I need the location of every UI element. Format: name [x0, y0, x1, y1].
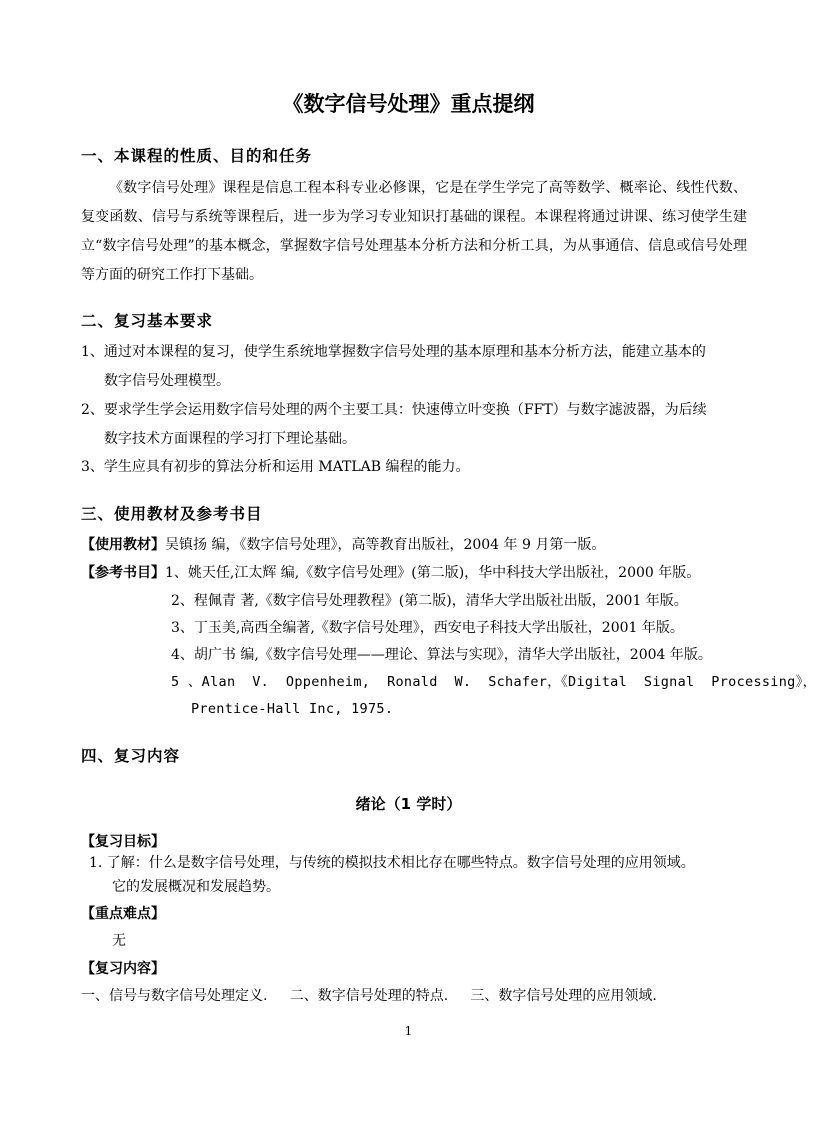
textbook-label: 【使用教材】	[81, 537, 165, 553]
section-1-paragraph: 《数字信号处理》课程是信息工程本科专业必修课，它是在学生学完了高等数学、概率论、线性代数、复变函数、信号与系统等课程后，进一步为学习专业知识打基础的课程。本课程将通过讲课、练习使学生建立“数字信号处理”的基本概念，掌握数字信号处理基本分析方法和分析工具，为从事通信、信息或信号处理等方面的研究工作打下基础。	[81, 180, 747, 283]
section-2-heading: 二、复习基本要求	[81, 312, 214, 330]
reference-5-line1: 5 、Alan V. Oppenheim, Ronald W. Schafer，《Digital Signal Processing》，	[171, 674, 817, 690]
chapter-title: 绪论（1 学时）	[355, 795, 462, 813]
review-content-text: 一、信号与数字信号处理定义. 二、数字信号处理的特点. 三、数字信号处理的应用领域.	[81, 988, 657, 1004]
references-label: 【参考书目】	[81, 565, 165, 581]
section-3-heading: 三、使用教材及参考书目	[81, 505, 263, 523]
review-content-label: 【复习内容】	[81, 961, 165, 977]
review-goal-line1: 1. 了解：什么是数字信号处理，与传统的模拟技术相比存在哪些特点。数字信号处理的应用领域。	[89, 855, 695, 871]
requirement-2-line2: 数字技术方面课程的学习打下理论基础。	[104, 431, 356, 447]
requirement-1-line1: 1、通过对本课程的复习，使学生系统地掌握数字信号处理的基本原理和基本分析方法，能建立基本的	[81, 344, 706, 360]
reference-1: 1、姚天任,江太辉 编,《数字信号处理》(第二版)，华中科技大学出版社，2000 年版。	[165, 565, 701, 581]
page-number: 1	[404, 1024, 413, 1038]
requirement-1-line2: 数字信号处理模型。	[104, 373, 230, 389]
textbook-line	[81, 531, 605, 561]
review-goal-line2: 它的发展概况和发展趋势。	[112, 879, 280, 895]
document-title: 《数字信号处理》重点提纲	[282, 92, 535, 116]
reference-4: 4、胡广书 编,《数字信号处理——理论、算法与实现》，清华大学出版社，2004 年版。	[171, 647, 712, 663]
reference-line-1	[81, 559, 700, 589]
reference-5-line2: Prentice-Hall Inc, 1975.	[191, 701, 394, 717]
section-4-heading: 四、复习内容	[81, 747, 181, 765]
review-goal-label: 【复习目标】	[81, 834, 165, 850]
requirement-3: 3、学生应具有初步的算法分析和运用 MATLAB 编程的能力。	[81, 459, 470, 475]
key-points-text: 无	[112, 933, 126, 949]
textbook-text: 吴镇扬 编，《数字信号处理》，高等教育出版社，2004 年 9 月第一版。	[165, 537, 606, 553]
key-points-label: 【重点难点】	[81, 906, 165, 922]
section-1-heading: 一、本课程的性质、目的和任务	[81, 147, 313, 165]
requirement-2-line1: 2、要求学生学会运用数字信号处理的两个主要工具：快速傅立叶变换（FFT）与数字滤波器，为后续	[81, 402, 707, 418]
reference-3: 3、丁玉美,高西全编著,《数字信号处理》，西安电子科技大学出版社，2001 年版。	[171, 620, 684, 636]
reference-2: 2、程佩青 著,《数字信号处理教程》(第二版)，清华大学出版社出版，2001 年版。	[171, 593, 688, 609]
